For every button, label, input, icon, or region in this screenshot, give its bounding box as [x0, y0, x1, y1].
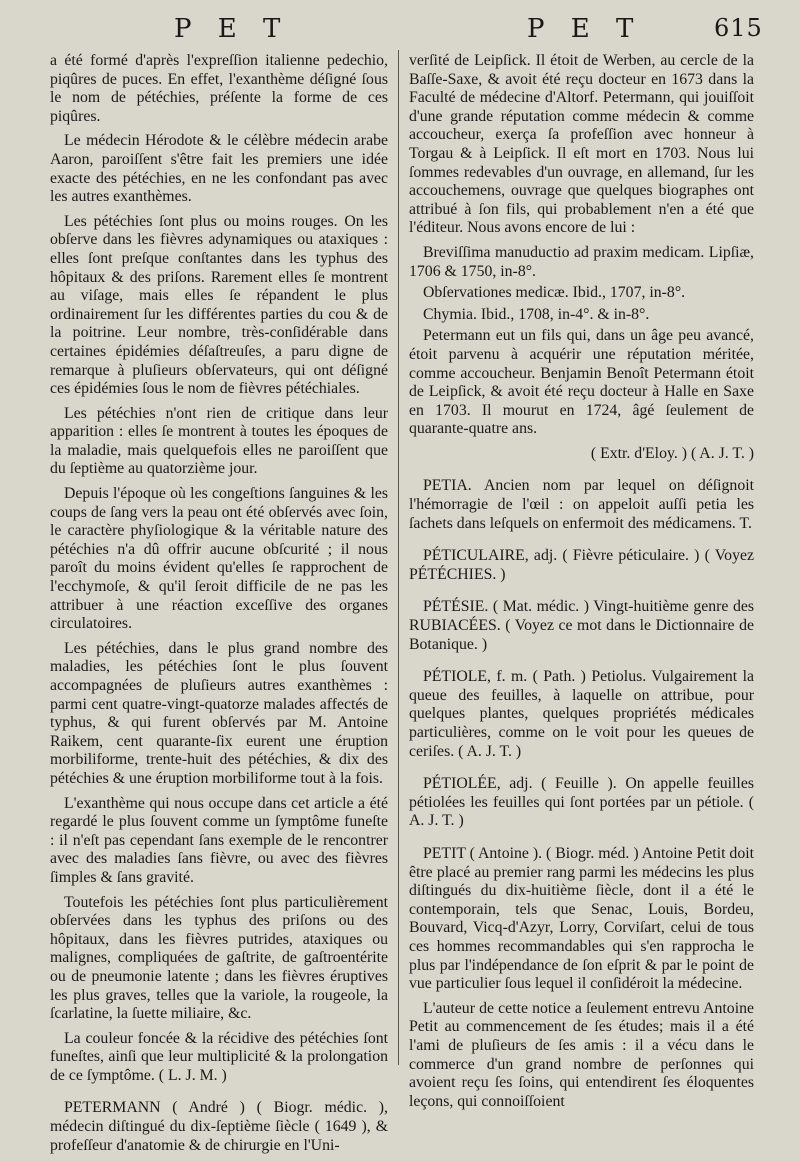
- column-divider: [398, 50, 399, 1065]
- source-note: [409, 445, 754, 464]
- bibliography-item: Chymia. Ibid., 1708, in-4°. & in-8°.: [423, 305, 650, 323]
- bibliography-item: Obſervationes medicæ. Ibid., 1707, in-8°.: [423, 284, 686, 302]
- entry-paragraph: Les pétéchies n'ont rien de critique dans leur apparition : elles ſe montrent à toutes les époques de la maladie, mais quelquefois elles ne paroiſſent que du ſeptième au quatorzième jour.: [50, 404, 388, 478]
- entry-paragraph: Petermann eut un fils qui, dans un âge peu avancé, étoit parvenu à acquérir une réputation méritée, comme accoucheur. Benjamin Benoît Petermann étoit de Leipſick, & avoit été reçu docteur à Halle en Saxe en 1703. Il mourut en 1724, âgé ſeulement de quarante-quatre ans.: [409, 327, 754, 438]
- entry-paragraph: Le médecin Hérodote & le célèbre médecin arabe Aaron, paroiſſent s'être fait les premiers une idée exacte des pétéchies, en ne les confondant pas avec les autres exanthèmes.: [50, 132, 388, 206]
- entry-petiole: PÉTIOLE, f. m. ( Path. ) Petiolus. Vulgairement la queue des feuilles, à laquelle on attribue, pour quelques plantes, quelques propriétés médicales particulières, comme on le voit pour les queues de ceriſes. ( A. J. T. ): [409, 668, 754, 760]
- bibliography-item: Breviſſima manuductio ad praxim medicam. Lipſiæ, 1706 & 1750, in-8°.: [409, 243, 754, 280]
- right-column: [409, 52, 754, 1117]
- entry-petit-antoine: PETIT ( Antoine ). ( Biogr. méd. ) Antoine Petit doit être placé au premier rang parmi les médecins les plus diſtingués du dix-huitième ſiècle, dont il a été le contemporain, tels que Senac, Louis, Bordeu, Bouvard, Vicq-d'Azyr, Lorry, Corviſart, celui de tous ces hommes recommandables qui s'en rapprocha le plus par l'indépendance de ſon eſprit & par le point de vue particulier ſous lequel il conſidéroit la médecine.: [409, 844, 754, 993]
- entry-paragraph: L'auteur de cette notice a ſeulement entrevu Antoine Petit au commencement de ſes études; mais il a été l'ami de pluſieurs de ſes amis : il a vécu dans le commerce d'un grand nombre de perſonnes qui avoient reçu ſes ſoins, qui entendirent ſes éloquentes leçons, qui connoiſſoient: [409, 999, 754, 1110]
- entry-peticulaire: PÉTICULAIRE, adj. ( Fièvre péticulaire. ) ( Voyez PÉTÉCHIES. ): [409, 547, 754, 583]
- entry-petermann: PETERMANN ( André ) ( Biogr. médic. ), médecin diſtingué du dix-ſeptième ſiècle ( 1649 ), & profeſſeur d'anatomie & de chirurgie en l'Uni-: [50, 1099, 388, 1154]
- source-citation: ( Extr. d'Eloy. ) ( A. J. T. ): [590, 444, 754, 462]
- entry-paragraph: La couleur foncée & la récidive des pétéchies ſont funeſtes, ainſi que leur multiplicité & la prolongation de ce ſymptôme. ( L. J. M. ): [50, 1029, 388, 1084]
- entry-paragraph: Les pétéchies, dans le plus grand nombre des maladies, les pétéchies ſont le plus ſouvent accompagnées de pluſieurs autres exanthèmes : parmi cent quatre-vingt-quatorze malades affectés de typhus, & qui furent obſervés par M. Antoine Raikem, cent quarante-ſix eurent une éruption morbiliforme, trente-huit des pétéchies, & dix des pétéchies & une éruption morbiliforme tout à la fois.: [50, 639, 388, 787]
- entry-paragraph: Depuis l'époque où les congeſtions ſanguines & les coups de ſang vers la peau ont été obſervés avec ſoin, le caractère phyſiologique & la véritable nature des pétéchies n'a dû offrir aucune obſcurité ; il nous paroît du moins évident qu'elles ſe rapprochent de l'ecchymoſe, & qu'il ſeroit difficile de ne pas les attribuer à une réaction exceſſive des organes circulatoires.: [50, 485, 388, 633]
- entry-paragraph: a été formé d'après l'expreſſion italienne pedechio, piqûres de puces. En effet, l'exanthème déſigné ſous le nom de pétéchies, préſente la forme de ces piqûres.: [50, 52, 388, 125]
- entry-petia: PETIA. Ancien nom par lequel on déſignoit l'hémorragie de l'œil : on appeloit auſſi petia les ſachets dans leſquels on enfermoit des médicamens. T.: [409, 477, 754, 532]
- entry-petesie: PÉTÉSIE. ( Mat. médic. ) Vingt-huitième genre des RUBIACÉES. ( Voyez ce mot dans le Dictionnaire de Botanique. ): [409, 598, 754, 653]
- running-head-left: P E T: [174, 14, 290, 44]
- left-column: [50, 52, 388, 1161]
- entry-petiolee: PÉTIOLÉE, adj. ( Feuille ). On appelle feuilles pétiolées les feuilles qui ſont portées par un pétiole. ( A. J. T. ): [409, 775, 754, 830]
- entry-paragraph: verſité de Leipſick. Il étoit de Werben, au cercle de la Baſſe-Saxe, & avoit été reçu docteur en 1673 dans la Faculté de médecine d'Altorf. Petermann, qui jouiſſoit d'une grande réputation comme médecin & comme accoucheur, exerça ſa profeſſion avec honneur à Torgau & à Leipſick. Il eſt mort en 1703. Nous lui ſommes redevables d'un ouvrage, en allemand, ſur les accouchemens, ouvrage que quelques biographes ont attribué à ſon fils, qui probablement n'en a été que l'éditeur. Nous avons encore de lui :: [409, 52, 754, 237]
- entry-paragraph: Les pétéchies ſont plus ou moins rouges. On les obſerve dans les fièvres adynamiques ou ataxiques : elles ſont preſque conſtantes dans les typhus des hôpitaux & des priſons. Rarement elles ſe montrent au viſage, mais elles ſe répandent le plus ordinairement ſur les différentes parties du cou & de la poitrine. Leur nombre, très-conſidérable dans certaines épidémies déſaſtreuſes, a paru digne de remarque à pluſieurs obſervateurs, qui ont déſigné ces épidémies ſous le nom de fièvres pétéchiales.: [50, 212, 388, 398]
- entry-paragraph: Toutefois les pétéchies ſont plus particulièrement obſervées dans les typhus des priſons ou des hôpitaux, dans les fièvres putrides, ataxiques ou malignes, compliquées de gaſtrite, de gaſtroentérite ou de pneumonie latente ; dans les fièvres éruptives les plus graves, telles que la variole, la rougeole, la ſcarlatine, la ſuette miliaire, &c.: [50, 893, 388, 1023]
- page-number: 615: [714, 14, 763, 42]
- running-head-right: P E T: [527, 14, 643, 44]
- entry-paragraph: L'exanthème qui nous occupe dans cet article a été regardé le plus ſouvent comme un ſymptôme funeſte : il n'eſt pas cependant ſans exemple de le rencontrer avec des maladies ſans fièvre, ou avec des fièvres ſimples & ſans gravité.: [50, 794, 388, 886]
